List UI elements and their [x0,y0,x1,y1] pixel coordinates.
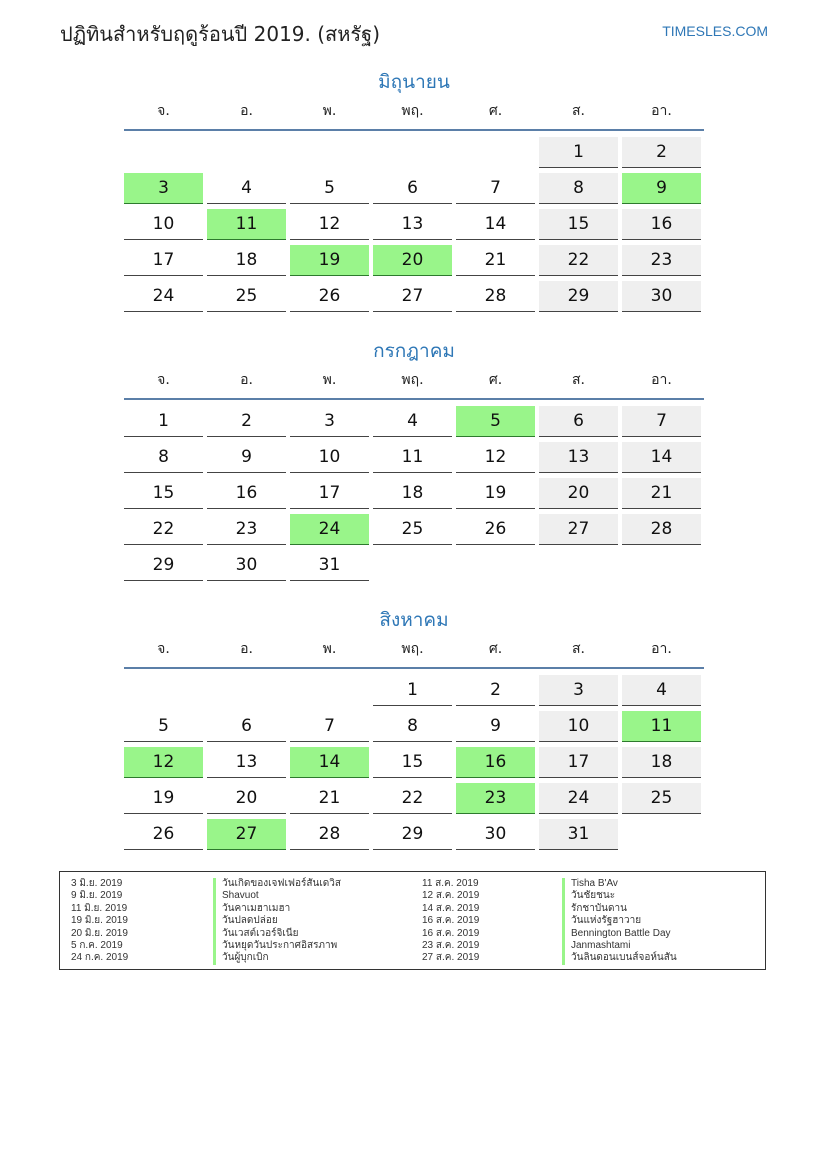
empty-day-cell [373,137,452,167]
weekday-label: ส. [572,372,585,388]
day-cell[interactable]: 27 [373,281,452,312]
day-cell[interactable]: 3 [290,406,369,437]
day-cell[interactable]: 14 [290,747,369,778]
legend-holiday-name: วันผู้บุกเบิก [213,952,341,964]
legend-date: 9 มิ.ย. 2019 [71,890,123,902]
day-cell[interactable]: 23 [207,514,286,545]
day-cell[interactable]: 13 [373,209,452,240]
week-row [124,440,704,476]
weekday-header [124,368,704,392]
legend-left-dates [71,878,128,965]
empty-day-cell [373,550,452,580]
day-cell[interactable]: 3 [124,173,203,204]
day-cell[interactable]: 9 [207,442,286,473]
day-cell[interactable]: 1 [124,406,203,437]
legend-holiday-name: วันหยุดวันประกาศอิสรภาพ [213,940,341,952]
day-cell[interactable]: 11 [622,711,701,742]
day-cell[interactable]: 16 [622,209,701,240]
month-july [124,336,704,584]
week-row [124,781,704,817]
legend-holiday-name: วันแห่งรัฐฮาวาย [562,915,677,927]
day-cell[interactable]: 21 [456,245,535,276]
day-cell[interactable]: 1 [539,137,618,168]
day-cell[interactable]: 7 [456,173,535,204]
empty-day-cell [207,137,286,167]
day-cell[interactable]: 8 [124,442,203,473]
day-cell[interactable]: 29 [373,819,452,850]
empty-day-cell [622,550,701,580]
legend-date: 16 ส.ค. 2019 [422,915,480,927]
day-cell[interactable]: 25 [622,783,701,814]
day-cell[interactable]: 4 [207,173,286,204]
weekday-label: จ. [157,372,170,388]
day-cell[interactable]: 11 [207,209,286,240]
legend-holiday-name: Shavuot [213,890,341,902]
week-row [124,135,704,171]
legend-date: 23 ส.ค. 2019 [422,939,480,951]
week-row [124,548,704,584]
weekday-label: ศ. [488,372,503,388]
day-cell[interactable]: 22 [373,783,452,814]
header-rule [124,129,704,131]
day-cell[interactable]: 28 [456,281,535,312]
day-cell[interactable]: 20 [207,783,286,814]
week-row [124,279,704,315]
day-cell[interactable]: 15 [539,209,618,240]
month-june [124,67,704,315]
day-cell[interactable]: 13 [539,442,618,473]
day-cell[interactable]: 22 [539,245,618,276]
day-cell[interactable]: 6 [207,711,286,742]
week-row [124,817,704,853]
weekday-label: อา. [651,372,672,388]
legend-date: 11 ส.ค. 2019 [422,878,479,889]
week-row [124,745,704,781]
day-cell[interactable]: 2 [622,137,701,168]
day-cell[interactable]: 27 [539,514,618,545]
legend-holiday-name: วันเวสต์เวอร์จิเนีย [213,928,341,940]
day-cell[interactable]: 24 [290,514,369,545]
day-cell[interactable]: 4 [373,406,452,437]
day-cell[interactable]: 6 [373,173,452,204]
empty-day-cell [622,819,701,849]
day-cell[interactable]: 25 [373,514,452,545]
day-cell[interactable]: 9 [456,711,535,742]
empty-day-cell [290,675,369,705]
day-cell[interactable]: 30 [456,819,535,850]
weekday-label: จ. [157,641,170,657]
holiday-legend [59,871,766,970]
legend-holiday-name: Janmashtami [562,940,677,952]
day-cell[interactable]: 16 [456,747,535,778]
day-cell[interactable]: 16 [207,478,286,509]
month-name: สิงหาคม [379,609,449,631]
legend-date: 24 ก.ค. 2019 [71,952,129,964]
week-row [124,171,704,207]
day-cell[interactable]: 17 [124,245,203,276]
header-rule [124,667,704,669]
week-row [124,243,704,279]
weekday-label: พ. [322,103,337,119]
weekday-label: จ. [157,103,170,119]
weekday-label: ศ. [488,641,503,657]
legend-date: 11 มิ.ย. 2019 [71,902,128,914]
day-cell[interactable]: 20 [539,478,618,509]
legend-holiday-name: Bennington Battle Day [562,928,677,940]
legend-date: 16 ส.ค. 2019 [422,927,480,939]
legend-holiday-name: วันคาเมฮาเมฮา [213,903,341,915]
legend-date: 5 ก.ค. 2019 [71,939,123,951]
day-cell[interactable]: 18 [373,478,452,509]
day-cell[interactable]: 21 [290,783,369,814]
day-cell[interactable]: 18 [207,245,286,276]
week-row [124,709,704,745]
day-cell[interactable]: 4 [622,675,701,706]
day-cell[interactable]: 15 [124,478,203,509]
month-august [124,605,704,853]
weekday-label: ส. [572,641,585,657]
header-rule [124,398,704,400]
day-cell[interactable]: 15 [373,747,452,778]
day-cell[interactable]: 19 [124,783,203,814]
day-cell[interactable]: 22 [124,514,203,545]
weekday-label: อ. [240,103,253,119]
legend-date: 3 มิ.ย. 2019 [71,878,123,889]
day-cell[interactable]: 17 [290,478,369,509]
legend-holiday-name: วันลินดอนเบนส์จอห์นสัน [562,952,677,964]
day-cell[interactable]: 6 [539,406,618,437]
day-cell[interactable]: 10 [124,209,203,240]
day-cell[interactable]: 2 [456,675,535,706]
weekday-label: ส. [572,103,585,119]
weekday-label: พฤ. [401,641,424,657]
legend-holiday-name: Tisha B'Av [562,878,677,890]
day-cell[interactable]: 30 [622,281,701,312]
empty-day-cell [290,137,369,167]
day-cell[interactable]: 19 [290,245,369,276]
day-cell[interactable]: 11 [373,442,452,473]
day-cell[interactable]: 28 [290,819,369,850]
empty-day-cell [207,675,286,705]
day-cell[interactable]: 25 [207,281,286,312]
weekday-label: อา. [651,641,672,657]
legend-right-names [562,878,677,965]
day-cell[interactable]: 26 [290,281,369,312]
weekday-label: ศ. [488,103,503,119]
day-cell[interactable]: 14 [622,442,701,473]
day-cell[interactable]: 26 [456,514,535,545]
legend-holiday-name: วันชัยชนะ [562,890,677,902]
weekday-label: พ. [322,641,337,657]
day-cell[interactable]: 7 [622,406,701,437]
weekday-label: อา. [651,103,672,119]
day-cell[interactable]: 28 [622,514,701,545]
day-cell[interactable]: 8 [373,711,452,742]
day-cell[interactable]: 1 [373,675,452,706]
empty-day-cell [124,137,203,167]
day-cell[interactable]: 23 [622,245,701,276]
day-cell[interactable]: 24 [124,281,203,312]
day-cell[interactable]: 24 [539,783,618,814]
day-cell[interactable]: 21 [622,478,701,509]
legend-holiday-name: วันเกิดของเจฟเฟอร์สันเดวิส [213,878,341,890]
legend-date: 12 ส.ค. 2019 [422,890,480,902]
day-cell[interactable]: 18 [622,747,701,778]
day-cell[interactable]: 2 [207,406,286,437]
day-cell[interactable]: 23 [456,783,535,814]
day-cell[interactable]: 26 [124,819,203,850]
day-cell[interactable]: 5 [456,406,535,437]
week-row [124,404,704,440]
day-cell[interactable]: 12 [124,747,203,778]
day-cell[interactable]: 5 [124,711,203,742]
weekday-label: พฤ. [401,103,424,119]
legend-date: 14 ส.ค. 2019 [422,902,480,914]
day-cell[interactable]: 12 [290,209,369,240]
weekday-label: พ. [322,372,337,388]
legend-date: 20 มิ.ย. 2019 [71,927,128,939]
month-name: กรกฎาคม [373,340,455,362]
week-row [124,512,704,548]
week-row [124,673,704,709]
day-cell[interactable]: 30 [207,550,286,581]
day-cell[interactable]: 13 [207,747,286,778]
day-cell[interactable]: 8 [539,173,618,204]
day-cell[interactable]: 31 [539,819,618,850]
day-cell[interactable]: 7 [290,711,369,742]
day-cell[interactable]: 10 [290,442,369,473]
day-cell[interactable]: 29 [124,550,203,581]
day-cell[interactable]: 9 [622,173,701,204]
day-cell[interactable]: 20 [373,245,452,276]
weekday-header [124,99,704,123]
week-row [124,476,704,512]
legend-date: 27 ส.ค. 2019 [422,952,480,964]
day-cell[interactable]: 10 [539,711,618,742]
empty-day-cell [456,137,535,167]
day-cell[interactable]: 27 [207,819,286,850]
day-cell[interactable]: 29 [539,281,618,312]
page-title: ปฏิทินสำหรับฤดูร้อนปี 2019. (สหรัฐ) [60,22,380,46]
day-cell[interactable]: 14 [456,209,535,240]
empty-day-cell [124,675,203,705]
weekday-label: พฤ. [401,372,424,388]
legend-left-names [213,878,341,965]
empty-day-cell [539,550,618,580]
brand-link[interactable]: TIMESLES.COM [662,23,768,39]
day-cell[interactable]: 19 [456,478,535,509]
day-cell[interactable]: 12 [456,442,535,473]
weekday-label: อ. [240,641,253,657]
legend-holiday-name: รักชาบันดาน [562,903,677,915]
empty-day-cell [456,550,535,580]
day-cell[interactable]: 17 [539,747,618,778]
legend-right-dates [422,878,479,965]
weekday-label: อ. [240,372,253,388]
legend-date: 19 มิ.ย. 2019 [71,915,128,927]
month-name: มิถุนายน [378,71,450,93]
legend-holiday-name: วันปลดปล่อย [213,915,341,927]
day-cell[interactable]: 5 [290,173,369,204]
weekday-header [124,637,704,661]
week-row [124,207,704,243]
day-cell[interactable]: 31 [290,550,369,581]
day-cell[interactable]: 3 [539,675,618,706]
